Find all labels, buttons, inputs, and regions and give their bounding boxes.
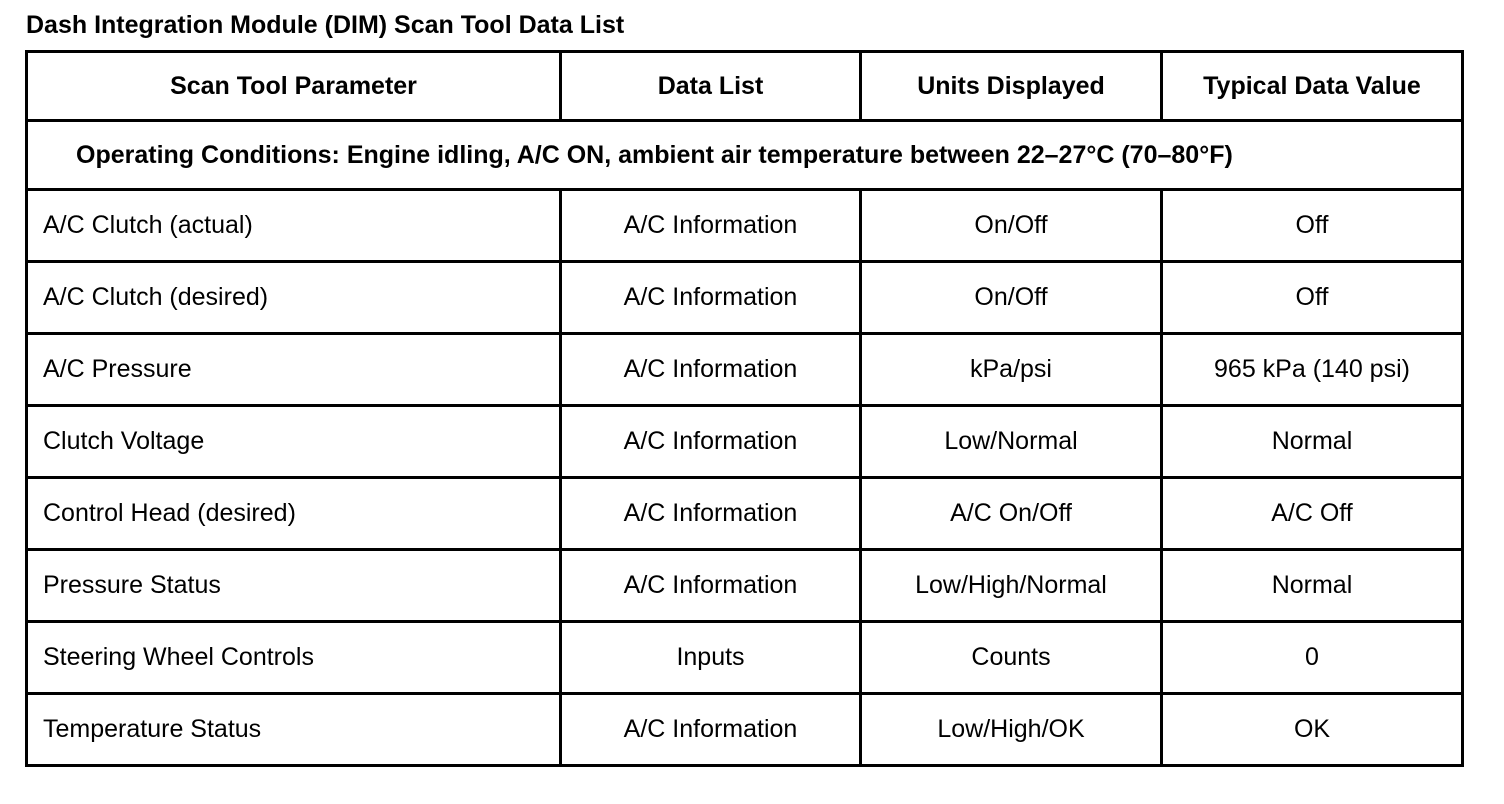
table-row <box>27 406 1463 478</box>
table-row <box>27 334 1463 406</box>
parameter-cell: A/C Clutch (desired) <box>27 262 561 334</box>
table-row <box>27 550 1463 622</box>
table-header-row <box>27 52 1463 121</box>
typical-value-cell: Off <box>1162 262 1463 334</box>
units-cell: Counts <box>861 622 1162 694</box>
parameter-cell: Pressure Status <box>27 550 561 622</box>
operating-conditions-row <box>27 121 1463 190</box>
data-list-cell: A/C Information <box>561 190 861 262</box>
units-cell: On/Off <box>861 262 1162 334</box>
table-row <box>27 190 1463 262</box>
data-list-cell: A/C Information <box>561 334 861 406</box>
units-cell: Low/Normal <box>861 406 1162 478</box>
parameter-cell: Temperature Status <box>27 694 561 766</box>
typical-value-cell: Normal <box>1162 550 1463 622</box>
document-title: Dash Integration Module (DIM) Scan Tool Data List <box>26 11 625 39</box>
table-row <box>27 478 1463 550</box>
data-list-cell: A/C Information <box>561 406 861 478</box>
data-list-cell: A/C Information <box>561 550 861 622</box>
operating-conditions-text: Operating Conditions: Engine idling, A/C ON, ambient air temperature between 22–27°C (70–80°F) <box>27 121 1463 190</box>
scan-tool-data-table <box>25 50 1464 767</box>
parameter-cell: A/C Pressure <box>27 334 561 406</box>
header-units-displayed: Units Displayed <box>861 52 1162 121</box>
header-data-list: Data List <box>561 52 861 121</box>
typical-value-cell: Off <box>1162 190 1463 262</box>
typical-value-cell: Normal <box>1162 406 1463 478</box>
header-typical-data-value: Typical Data Value <box>1162 52 1463 121</box>
table-row <box>27 262 1463 334</box>
data-list-cell: A/C Information <box>561 478 861 550</box>
parameter-cell: Clutch Voltage <box>27 406 561 478</box>
data-list-cell: A/C Information <box>561 694 861 766</box>
units-cell: On/Off <box>861 190 1162 262</box>
table-row <box>27 694 1463 766</box>
units-cell: A/C On/Off <box>861 478 1162 550</box>
parameter-cell: A/C Clutch (actual) <box>27 190 561 262</box>
typical-value-cell: 0 <box>1162 622 1463 694</box>
header-scan-tool-parameter: Scan Tool Parameter <box>27 52 561 121</box>
data-list-cell: Inputs <box>561 622 861 694</box>
parameter-cell: Steering Wheel Controls <box>27 622 561 694</box>
parameter-cell: Control Head (desired) <box>27 478 561 550</box>
table-row <box>27 622 1463 694</box>
typical-value-cell: A/C Off <box>1162 478 1463 550</box>
units-cell: kPa/psi <box>861 334 1162 406</box>
typical-value-cell: OK <box>1162 694 1463 766</box>
units-cell: Low/High/OK <box>861 694 1162 766</box>
units-cell: Low/High/Normal <box>861 550 1162 622</box>
typical-value-cell: 965 kPa (140 psi) <box>1162 334 1463 406</box>
data-list-cell: A/C Information <box>561 262 861 334</box>
